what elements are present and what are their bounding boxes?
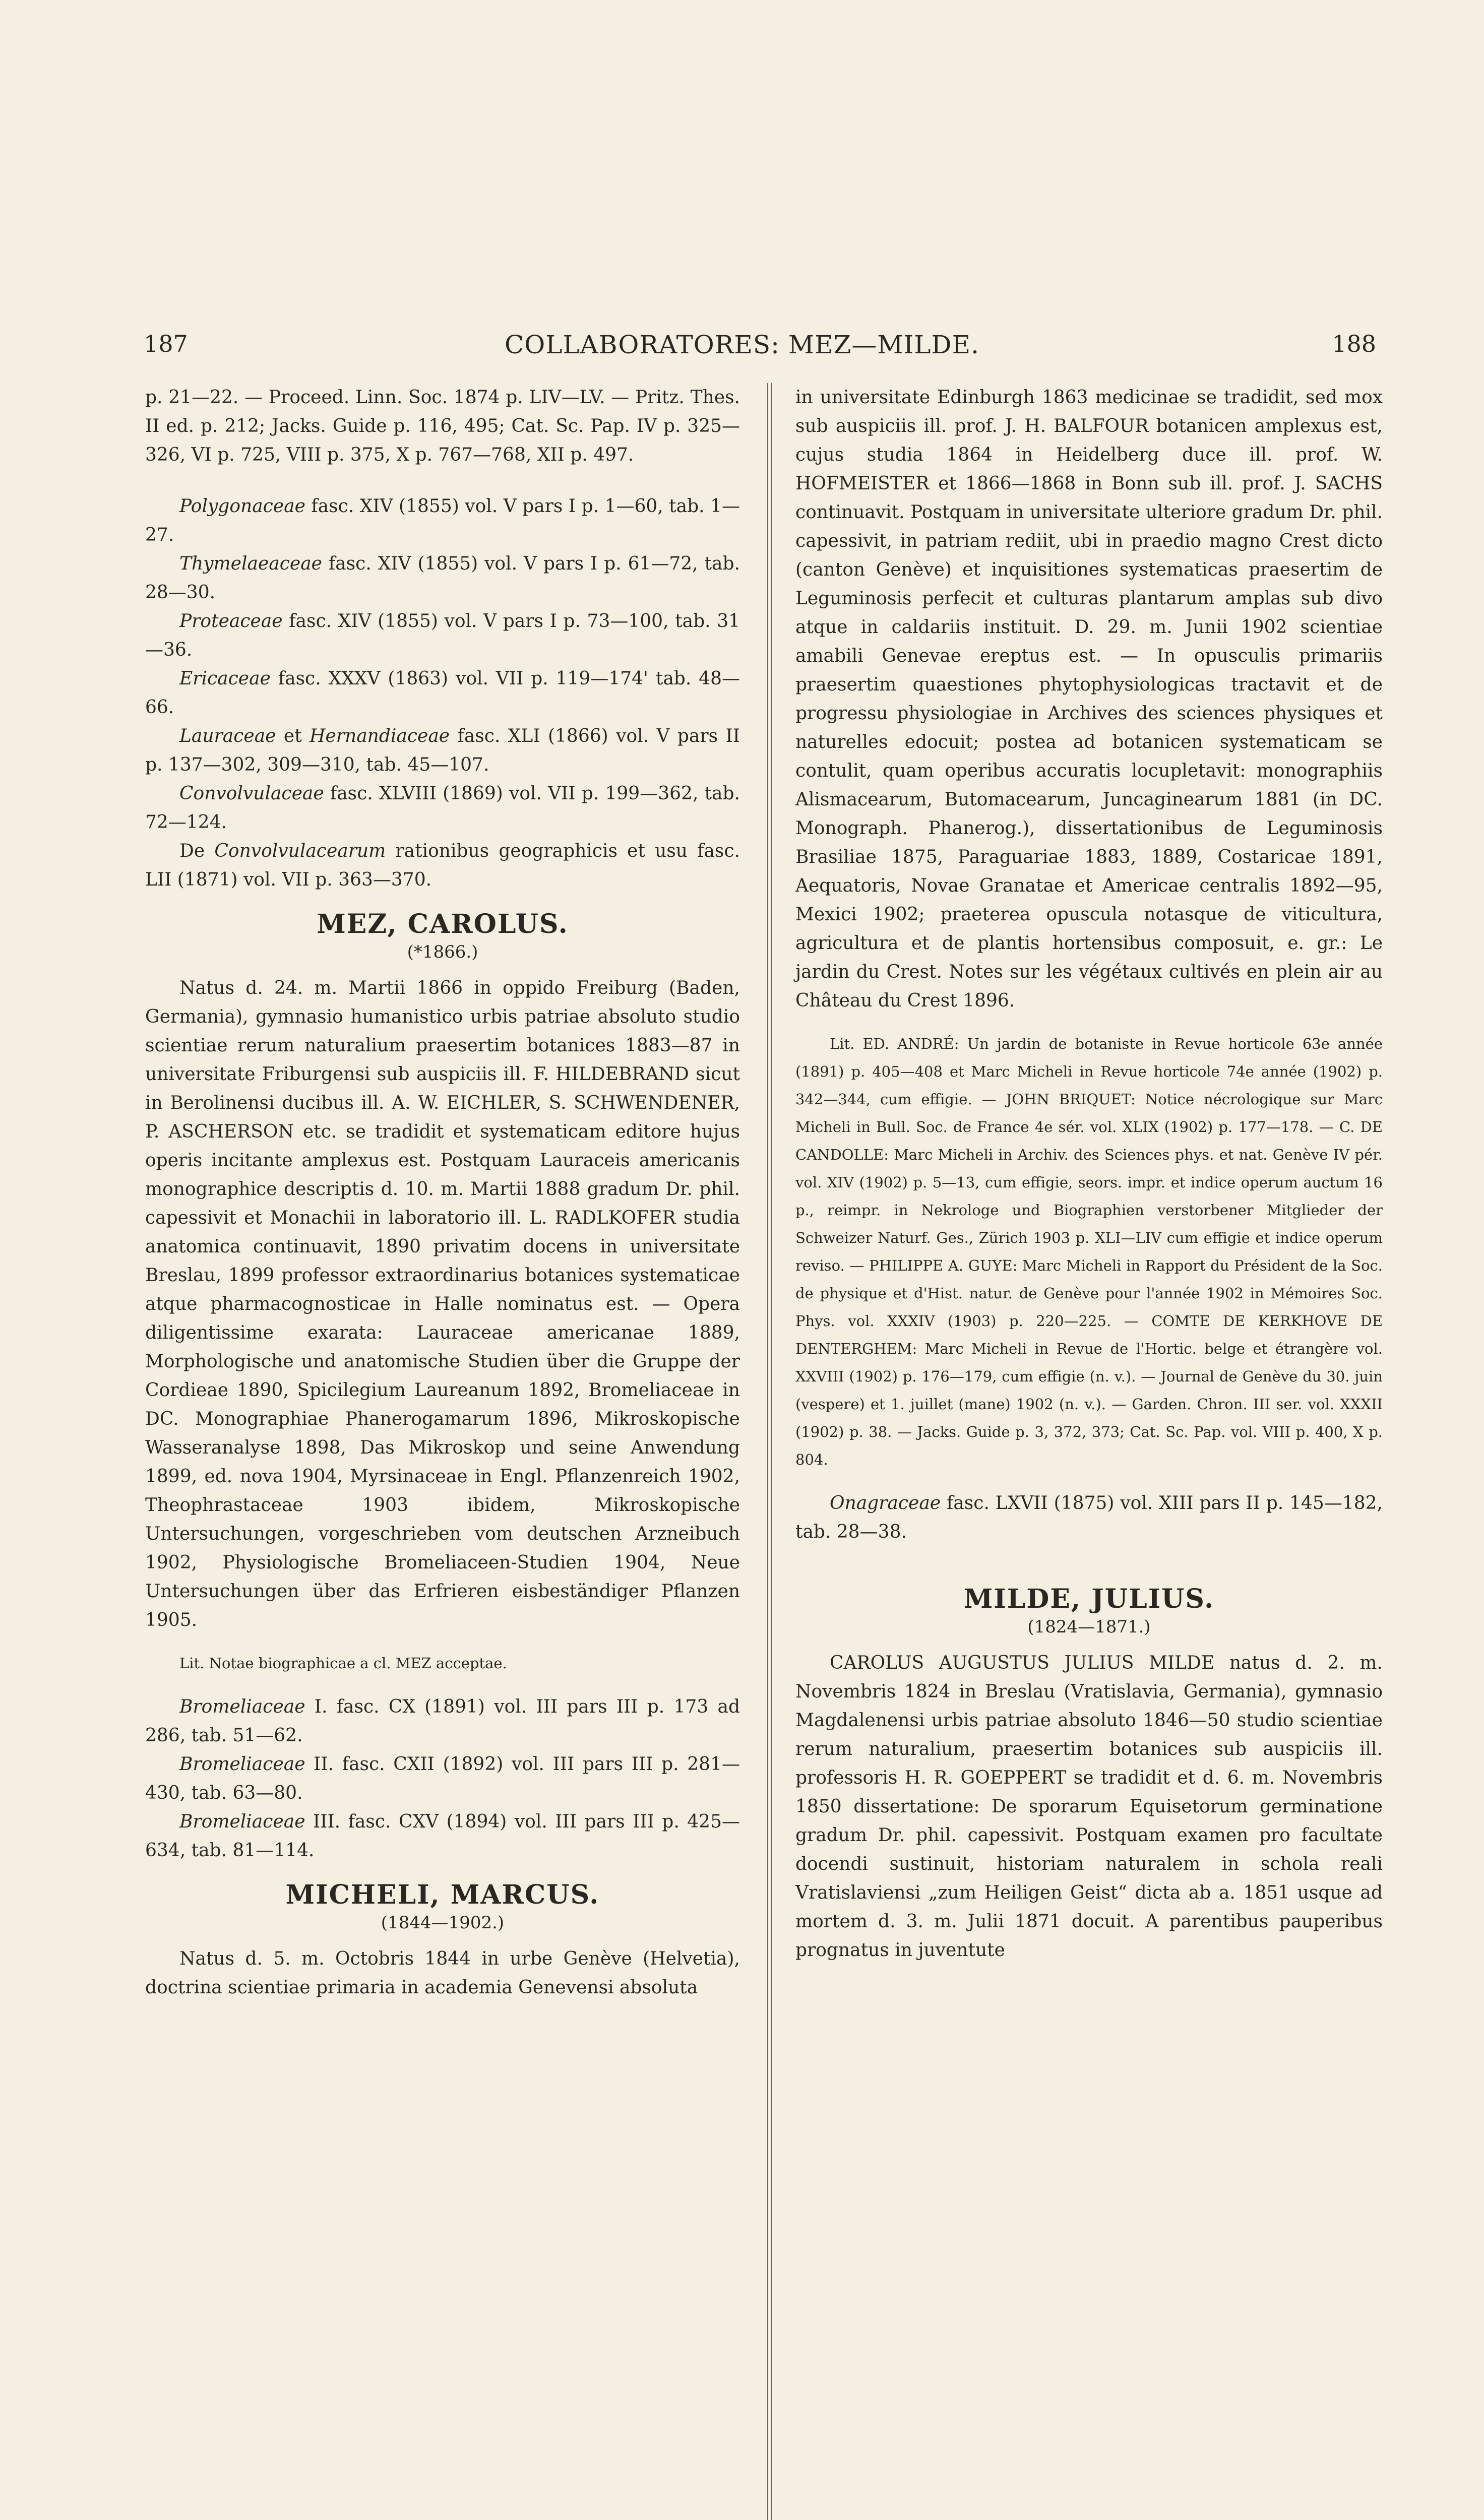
work-entry: Proteaceae fasc. XIV (1855) vol. V pars I p. 73—100, tab. 31—36. <box>145 611 740 660</box>
taxon-name: Polygonaceae <box>179 496 305 517</box>
taxon-name: Ericaceae <box>179 668 271 689</box>
work-entry: Convolvulaceae fasc. XLVIII (1869) vol. VII p. 199—362, tab. 72—124. <box>145 783 740 833</box>
taxon-name: Bromeliaceae <box>179 1754 305 1775</box>
left-column <box>145 383 740 2002</box>
page-number-right: 188 <box>1332 330 1376 357</box>
taxon-name: Bromeliaceae <box>179 1811 305 1832</box>
work-entry: Onagraceae fasc. LXVII (1875) vol. XIII pars II p. 145—182, tab. 28—38. <box>795 1493 1383 1542</box>
micheli-biography-start: Natus d. 5. m. Octobris 1844 in urbe Genève (Helvetia), doctrina scientiae primaria in academia Genevensi absoluta <box>145 1948 740 1998</box>
intro-references: p. 21—22. — Proceed. Linn. Soc. 1874 p. LIV—LV. — Pritz. Thes. II ed. p. 212; Jacks. Guide p. 116, 495; Cat. Sc. Pap. IV p. 325—326, VI p. 725, VIII p. 375, X p. 767—768, XII p. 497. <box>145 387 740 465</box>
micheli-biography: in universitate Edinburgh 1863 medicinae se tradidit, sed mox sub auspiciis ill. prof. J. H. BALFOUR botanicen amplexus est, cujus studia 1864 in Heidelberg duce ill. prof. W. HOFMEISTER et 1866—1868 in Bonn sub ill. prof. J. SACHS continuavit. Postquam in universitate ulteriore gradum Dr. phil. capessivit, in patriam rediit, ubi in praedio magno Crest dicto (canton Genève) et inquisitiones systematicas praesertim de Leguminosis perfecit et culturas plantarum amplas sub divo atque in caldariis instituit. D. 29. m. Junii 1902 scientiae amabili Genevae ereptus est. — In opusculis primariis praesertim quaestiones phytophysiologicas tractavit et de progressu physiologiae in Archives des sciences physiques et naturelles edocuit; postea ad botanicen systematicam se contulit, quam operibus accuratis locupletavit: monographiis Alismacearum, Butomacearum, Juncaginearum 1881 (in DC. Monograph. Phanerog.), dissertationibus de Leguminosis Brasiliae 1875, Paraguariae 1883, 1889, Costaricae 1891, Aequatoris, Novae Granatae et Americae centralis 1892—95, Mexici 1902; praeterea opuscula notasque de viticultura, agricultura et de plantis hortensibus composuit, e. gr.: Le jardin du Crest. Notes sur les végétaux cultivés en plein air au Château du Crest 1896. <box>795 387 1383 1011</box>
taxon-name: Convolvulacearum <box>214 841 386 861</box>
work-entry: De Convolvulacearum rationibus geographicis et usu fasc. LII (1871) vol. VII p. 363—370. <box>145 841 740 890</box>
milde-biography: CAROLUS AUGUSTUS JULIUS MILDE natus d. 2. m. Novembris 1824 in Breslau (Vratislavia, Germania), gymnasio Magdalenensi urbis patriae absoluto 1846—50 studio scientiae rerum naturalium, praesertim botanices sub auspiciis ill. professoris H. R. GOEPPERT se tradidit et d. 6. m. Novembris 1850 dissertatione: De sporarum Equisetorum germinatione gradum Dr. phil. capessivit. Postquam examen pro facultate docendi sustinuit, historiam naturalem in schola reali Vratislaviensi „zum Heiligen Geist“ dicta ab a. 1851 usque ad mortem d. 3. m. Julii 1871 docuit. A parentibus pauperibus prognatus in juventute <box>795 1653 1383 1961</box>
work-entry: Thymelaeaceae fasc. XIV (1855) vol. V pars I p. 61—72, tab. 28—30. <box>145 553 740 603</box>
mez-biography: Natus d. 24. m. Martii 1866 in oppido Freiburg (Baden, Germania), gymnasio humanistico urbis patriae absoluto studio scientiae rerum naturalium praesertim botanices 1883—87 in universitate Friburgensi sub auspiciis ill. F. HILDEBRAND sicut in Berolinensi ducibus ill. A. W. EICHLER, S. SCHWENDENER, P. ASCHERSON etc. se tradidit et systematicam editore hujus operis incitante amplexus est. Postquam Lauraceis americanis monographice descriptis d. 10. m. Martii 1888 gradum Dr. phil. capessivit et Monachii in laboratorio ill. L. RADLKOFER studia anatomica continuavit, 1890 privatim docens in universitate Breslau, 1899 professor extraordinarius botanices systematicae atque pharmacognosticae in Halle nominatus est. — Opera diligentissime exarata: Lauraceae americanae 1889, Morphologische und anatomische Studien über die Gruppe der Cordieae 1890, Spicilegium Laureanum 1892, Bromeliaceae in DC. Monographiae Phanerogamarum 1896, Mikroskopische Wasseranalyse 1898, Das Mikroskop und seine Anwendung 1899, ed. nova 1904, Myrsinaceae in Engl. Pflanzenreich 1902, Theophrastaceae 1903 ibidem, Mikroskopische Untersuchungen, vorgeschrieben vom deutschen Arzneibuch 1902, Physiologische Bromeliaceen-Studien 1904, Neue Untersuchungen über das Erfrieren eisbeständiger Pflanzen 1905. <box>145 978 740 1630</box>
taxon-name: Proteaceae <box>179 611 283 632</box>
work-entry: Ericaceae fasc. XXXV (1863) vol. VII p. 119—174' tab. 48—66. <box>145 668 740 718</box>
work-entry: Bromeliaceae III. fasc. CXV (1894) vol. III pars III p. 425—634, tab. 81—114. <box>145 1811 740 1861</box>
mez-dates: (*1866.) <box>407 942 478 962</box>
mez-heading: MEZ, CAROLUS. <box>317 909 569 939</box>
column-divider <box>767 383 768 2520</box>
micheli-heading: MICHELI, MARCUS. <box>285 1879 600 1910</box>
micheli-dates: (1844—1902.) <box>381 1913 505 1933</box>
right-column <box>795 383 1383 1965</box>
micheli-literature: Lit. ED. ANDRÉ: Un jardin de botaniste in Revue horticole 63e année (1891) p. 405—408 et Marc Micheli in Revue horticole 74e année (1902) p. 342—344, cum effigie. — JOHN BRIQUET: Notice nécrologique sur Marc Micheli in Bull. Soc. de France 4e sér. vol. XLIX (1902) p. 177—178. — C. DE CANDOLLE: Marc Micheli in Archiv. des Sciences phys. et nat. Genève IV pér. vol. XIV (1902) p. 5—13, cum effigie, seors. impr. et indice operum auctum 16 p., reimpr. in Nekrologe und Biographien verstorbener Mitglieder der Schweizer Naturf. Ges., Zürich 1903 p. XLI—LIV cum effigie et indice operum reviso. — PHILIPPE A. GUYE: Marc Micheli in Rapport du Président de la Soc. de physique et d'Hist. natur. de Genève pour l'année 1902 in Mémoires Soc. Phys. vol. XXXIV (1903) p. 220—225. — COMTE DE KERKHOVE DE DENTERGHEM: Marc Micheli in Revue de l'Hortic. belge et étrangère vol. XXVIII (1902) p. 176—179, cum effigie (n. v.). — Journal de Genève du 30. juin (vespere) et 1. juillet (mane) 1902 (n. v.). — Garden. Chron. III ser. vol. XXXII (1902) p. 38. — Jacks. Guide p. 3, 372, 373; Cat. Sc. Pap. vol. VIII p. 400, X p. 804. <box>795 1035 1383 1468</box>
column-divider-inner <box>771 383 772 2520</box>
running-title: COLLABORATORES: MEZ—MILDE. <box>505 330 979 359</box>
milde-dates: (1824—1871.) <box>1027 1617 1151 1637</box>
taxon-name: Convolvulaceae <box>179 783 324 804</box>
milde-heading: MILDE, JULIUS. <box>963 1584 1215 1614</box>
work-entry: Lauraceae et Hernandiaceae fasc. XLI (1866) vol. V pars II p. 137—302, 309—310, tab. 45—107. <box>145 726 740 775</box>
taxon-name: Thymelaeaceae <box>179 553 322 574</box>
work-entry: Polygonaceae fasc. XIV (1855) vol. V pars I p. 1—60, tab. 1—27. <box>145 496 740 545</box>
work-entry: Bromeliaceae I. fasc. CX (1891) vol. III pars III p. 173 ad 286, tab. 51—62. <box>145 1696 740 1746</box>
work-entry: Bromeliaceae II. fasc. CXII (1892) vol. III pars III p. 281—430, tab. 63—80. <box>145 1754 740 1803</box>
page-number-left: 187 <box>144 330 188 357</box>
taxon-name: Bromeliaceae <box>179 1696 305 1717</box>
taxon-name: Hernandiaceae <box>310 726 450 746</box>
page-header <box>0 330 1484 370</box>
taxon-name: Lauraceae <box>179 726 276 746</box>
taxon-name: Onagraceae <box>830 1493 941 1514</box>
mez-literature: Lit. Notae biographicae a cl. MEZ acceptae. <box>179 1655 507 1672</box>
